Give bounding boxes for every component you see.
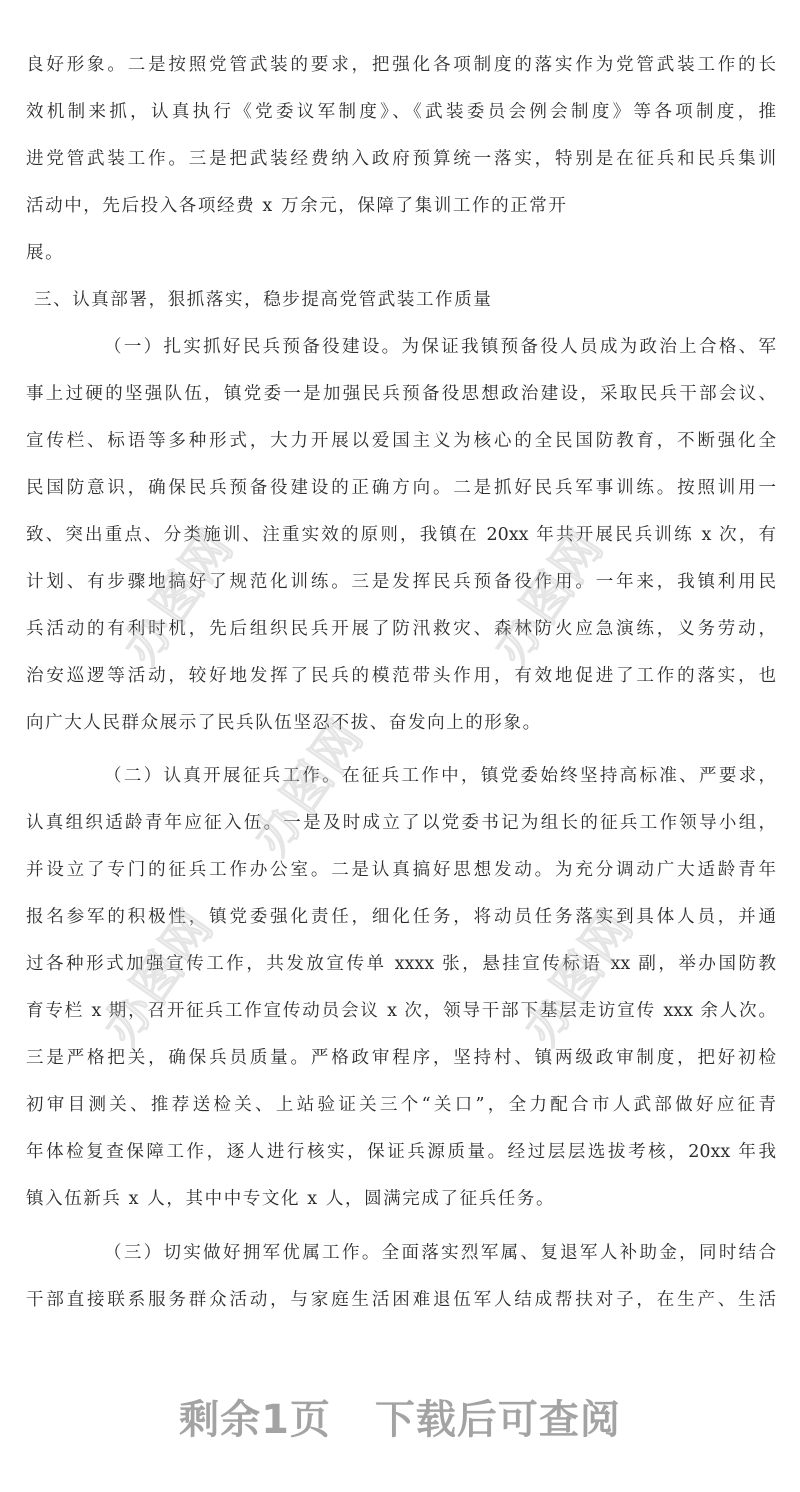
- text-line: 良好形象。二是按照党管武装的要求，把强化各项制度的落实作为党管武装工作的长: [26, 55, 776, 75]
- text-line: 展。: [26, 243, 65, 263]
- text-line: 计划、有步骤地搞好了规范化训练。三是发挥民兵预备役作用。一年来，我镇利用民: [26, 572, 776, 592]
- text-line: 并设立了专门的征兵工作办公室。二是认真搞好思想发动。为充分调动广大适龄青年: [26, 860, 776, 880]
- text-line: 三是严格把关，确保兵员质量。严格政审程序，坚持村、镇两级政审制度，把好初检: [26, 1048, 776, 1068]
- text-line: 干部直接联系服务群众活动，与家庭生活困难退伍军人结成帮扶对子，在生产、生活: [26, 1290, 776, 1310]
- watermark: 办图网: [242, 709, 375, 865]
- subsection-heading-line: （三）切实做好拥军优属工作。全面落实烈军属、复退军人补助金，同时结合: [104, 1243, 776, 1263]
- watermark: 办图网: [92, 899, 225, 1055]
- watermark: 办图网: [112, 519, 245, 675]
- remaining-pages-label: 剩余1页: [179, 1397, 331, 1443]
- text-line: 年体检复查保障工作，逐人进行核实，保证兵源质量。经过层层选拔考核，20xx 年我: [26, 1142, 776, 1162]
- text-line: 报名参军的积极性，镇党委强化责任，细化任务，将动员任务落实到具体人员，并通: [26, 907, 776, 927]
- text-line: 事上过硬的坚强队伍，镇党委一是加强民兵预备役思想政治建设，采取民兵干部会议、: [26, 384, 776, 404]
- text-line: 民国防意识，确保民兵预备役建设的正确方向。二是抓好民兵军事训练。按照训用一: [26, 478, 776, 498]
- subsection-heading-line: （二）认真开展征兵工作。在征兵工作中，镇党委始终坚持高标准、严要求，: [104, 766, 776, 786]
- text-line: 活动中，先后投入各项经费 x 万余元，保障了集训工作的正常开: [26, 196, 568, 216]
- text-line: 进党管武装工作。三是把武装经费纳入政府预算统一落实，特别是在征兵和民兵集训: [26, 149, 776, 169]
- watermark: 办图网: [482, 519, 615, 675]
- subsection-heading-line: （一）扎实抓好民兵预备役建设。为保证我镇预备役人员成为政治上合格、军: [104, 337, 776, 357]
- download-banner[interactable]: [0, 1388, 800, 1445]
- text-line: 育专栏 x 期，召开征兵工作宣传动员会议 x 次，领导干部下基层走访宣传 xxx 余人次。: [26, 1001, 776, 1021]
- section-heading: 三、认真部署，狠抓落实，稳步提高党管武装工作质量: [34, 290, 493, 310]
- download-prompt-label[interactable]: 下载后可查阅: [374, 1397, 621, 1443]
- watermark: 办图网: [512, 899, 645, 1055]
- text-line: 宣传栏、标语等多种形式，大力开展以爱国主义为核心的全民国防教育，不断强化全: [26, 431, 776, 451]
- text-line: 致、突出重点、分类施训、注重实效的原则，我镇在 20xx 年共开展民兵训练 x 次，有: [26, 525, 776, 545]
- text-line: 认真组织适龄青年应征入伍。一是及时成立了以党委书记为组长的征兵工作领导小组，: [26, 813, 776, 833]
- text-line: 治安巡逻等活动，较好地发挥了民兵的模范带头作用，有效地促进了工作的落实，也: [26, 666, 776, 686]
- text-line: 初审目测关、推荐送检关、上站验证关三个“关口”，全力配合市人武部做好应征青: [26, 1095, 776, 1115]
- text-line: 镇入伍新兵 x 人，其中中专文化 x 人，圆满完成了征兵任务。: [26, 1189, 556, 1209]
- text-line: 向广大人民群众展示了民兵队伍坚忍不拔、奋发向上的形象。: [26, 713, 542, 733]
- text-line: 兵活动的有利时机，先后组织民兵开展了防汛救灾、森林防火应急演练，义务劳动，: [26, 619, 776, 639]
- text-line: 效机制来抓，认真执行《党委议军制度》、《武装委员会例会制度》等各项制度，推: [26, 102, 776, 122]
- text-line: 过各种形式加强宣传工作，共发放宣传单 xxxx 张，悬挂宣传标语 xx 副，举办国防教: [26, 954, 776, 974]
